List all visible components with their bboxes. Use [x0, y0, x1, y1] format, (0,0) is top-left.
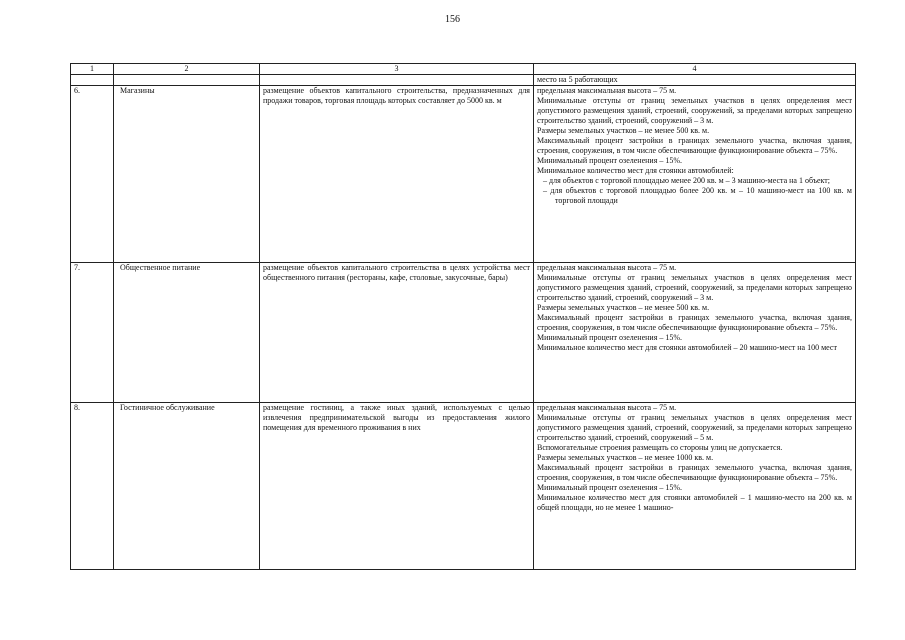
- continuation-text: место на 5 работающих: [534, 75, 856, 86]
- parameter-bullet: – для объектов с торговой площадью более 200 кв. м – 10 машино-мест на 100 кв. м торговой площади: [543, 186, 852, 205]
- use-type-name: Магазины: [114, 86, 260, 263]
- parameter-line: Минимальный процент озеленения – 15%.: [537, 156, 683, 165]
- parameter-line: Минимальный процент озеленения – 15%.: [537, 333, 683, 342]
- parameter-line: Минимальное количество мест для стоянки автомобилей:: [537, 166, 734, 175]
- use-description: размещение объектов капитального строительства, предназначенных для продажи товаров, торговая площадь которых составляет до 5000 кв. м: [260, 86, 534, 263]
- use-description: размещение гостиниц, а также иных зданий, используемых с целью извлечения предпринимательской выгоды из предоставления жилого помещения для временного проживания в них: [260, 403, 534, 570]
- use-type-name: Общественное питание: [114, 263, 260, 403]
- parameter-line: Вспомогательные строения размещать со стороны улиц не допускается.: [537, 443, 783, 452]
- parameter-line: предельная максимальная высота – 75 м.: [537, 86, 677, 95]
- parameters-cell: [534, 263, 856, 403]
- column-header-4: 4: [534, 64, 856, 75]
- parameter-line: предельная максимальная высота – 75 м.: [537, 263, 677, 272]
- parameter-line: Минимальный процент озеленения – 15%.: [537, 483, 683, 492]
- continuation-row: [71, 75, 856, 86]
- parameter-line: Максимальный процент застройки в границах земельного участка, включая здания, строения, сооружения, в том числе обеспечивающие функционирование объекта – 75%.: [537, 463, 852, 482]
- parameter-line: Максимальный процент застройки в границах земельного участка, включая здания, строения, сооружения, в том числе обеспечивающие функционирование объекта – 75%.: [537, 136, 852, 155]
- column-header-3: 3: [260, 64, 534, 75]
- use-description: размещение объектов капитального строительства в целях устройства мест общественного питания (рестораны, кафе, столовые, закусочные, бары): [260, 263, 534, 403]
- parameter-line: Минимальное количество мест для стоянки автомобилей – 1 машино-место на 200 кв. м общей площади, но не менее 1 машино-: [537, 493, 852, 512]
- parameter-line: Минимальные отступы от границ земельных участков в целях определения мест допустимого размещения зданий, строений, сооружений, за пределами которых запрещено строительство зданий, строений, сооружений – 3 м.: [537, 96, 852, 125]
- table-header-row: [71, 64, 856, 75]
- row-number: 6.: [71, 86, 114, 263]
- parameter-line: Минимальные отступы от границ земельных участков в целях определения мест допустимого размещения зданий, строений, сооружений, за пределами которых запрещено строительство зданий, строений, сооружений – 3 м.: [537, 273, 852, 302]
- parameter-line: Минимальные отступы от границ земельных участков в целях определения мест допустимого размещения зданий, строений, сооружений, за пределами которых запрещено строительство зданий, строений, сооружений – 5 м.: [537, 413, 852, 442]
- parameters-cell: [534, 86, 856, 263]
- parameter-line: Размеры земельных участков – не менее 500 кв. м.: [537, 126, 710, 135]
- parameters-cell: [534, 403, 856, 570]
- use-type-name: Гостиничное обслуживание: [114, 403, 260, 570]
- page-number: 156: [445, 14, 460, 25]
- parameter-line: Размеры земельных участков – не менее 500 кв. м.: [537, 303, 710, 312]
- parameter-line: Максимальный процент застройки в границах земельного участка, включая здания, строения, сооружения, в том числе обеспечивающие функционирование объекта – 75%.: [537, 313, 852, 332]
- parameter-line: предельная максимальная высота – 75 м.: [537, 403, 677, 412]
- table-row: [71, 86, 856, 263]
- parameter-line: Минимальное количество мест для стоянки автомобилей – 20 машино-мест на 100 мест: [537, 343, 837, 352]
- row-number: 7.: [71, 263, 114, 403]
- column-header-1: 1: [71, 64, 114, 75]
- table-row: [71, 263, 856, 403]
- table-row: [71, 403, 856, 570]
- zoning-table: [70, 63, 856, 570]
- parameter-bullet: – для объектов с торговой площадью менее 200 кв. м – 3 машино-места на 1 объект;: [543, 176, 831, 185]
- row-number: 8.: [71, 403, 114, 570]
- parameter-line: Размеры земельных участков – не менее 1000 кв. м.: [537, 453, 714, 462]
- column-header-2: 2: [114, 64, 260, 75]
